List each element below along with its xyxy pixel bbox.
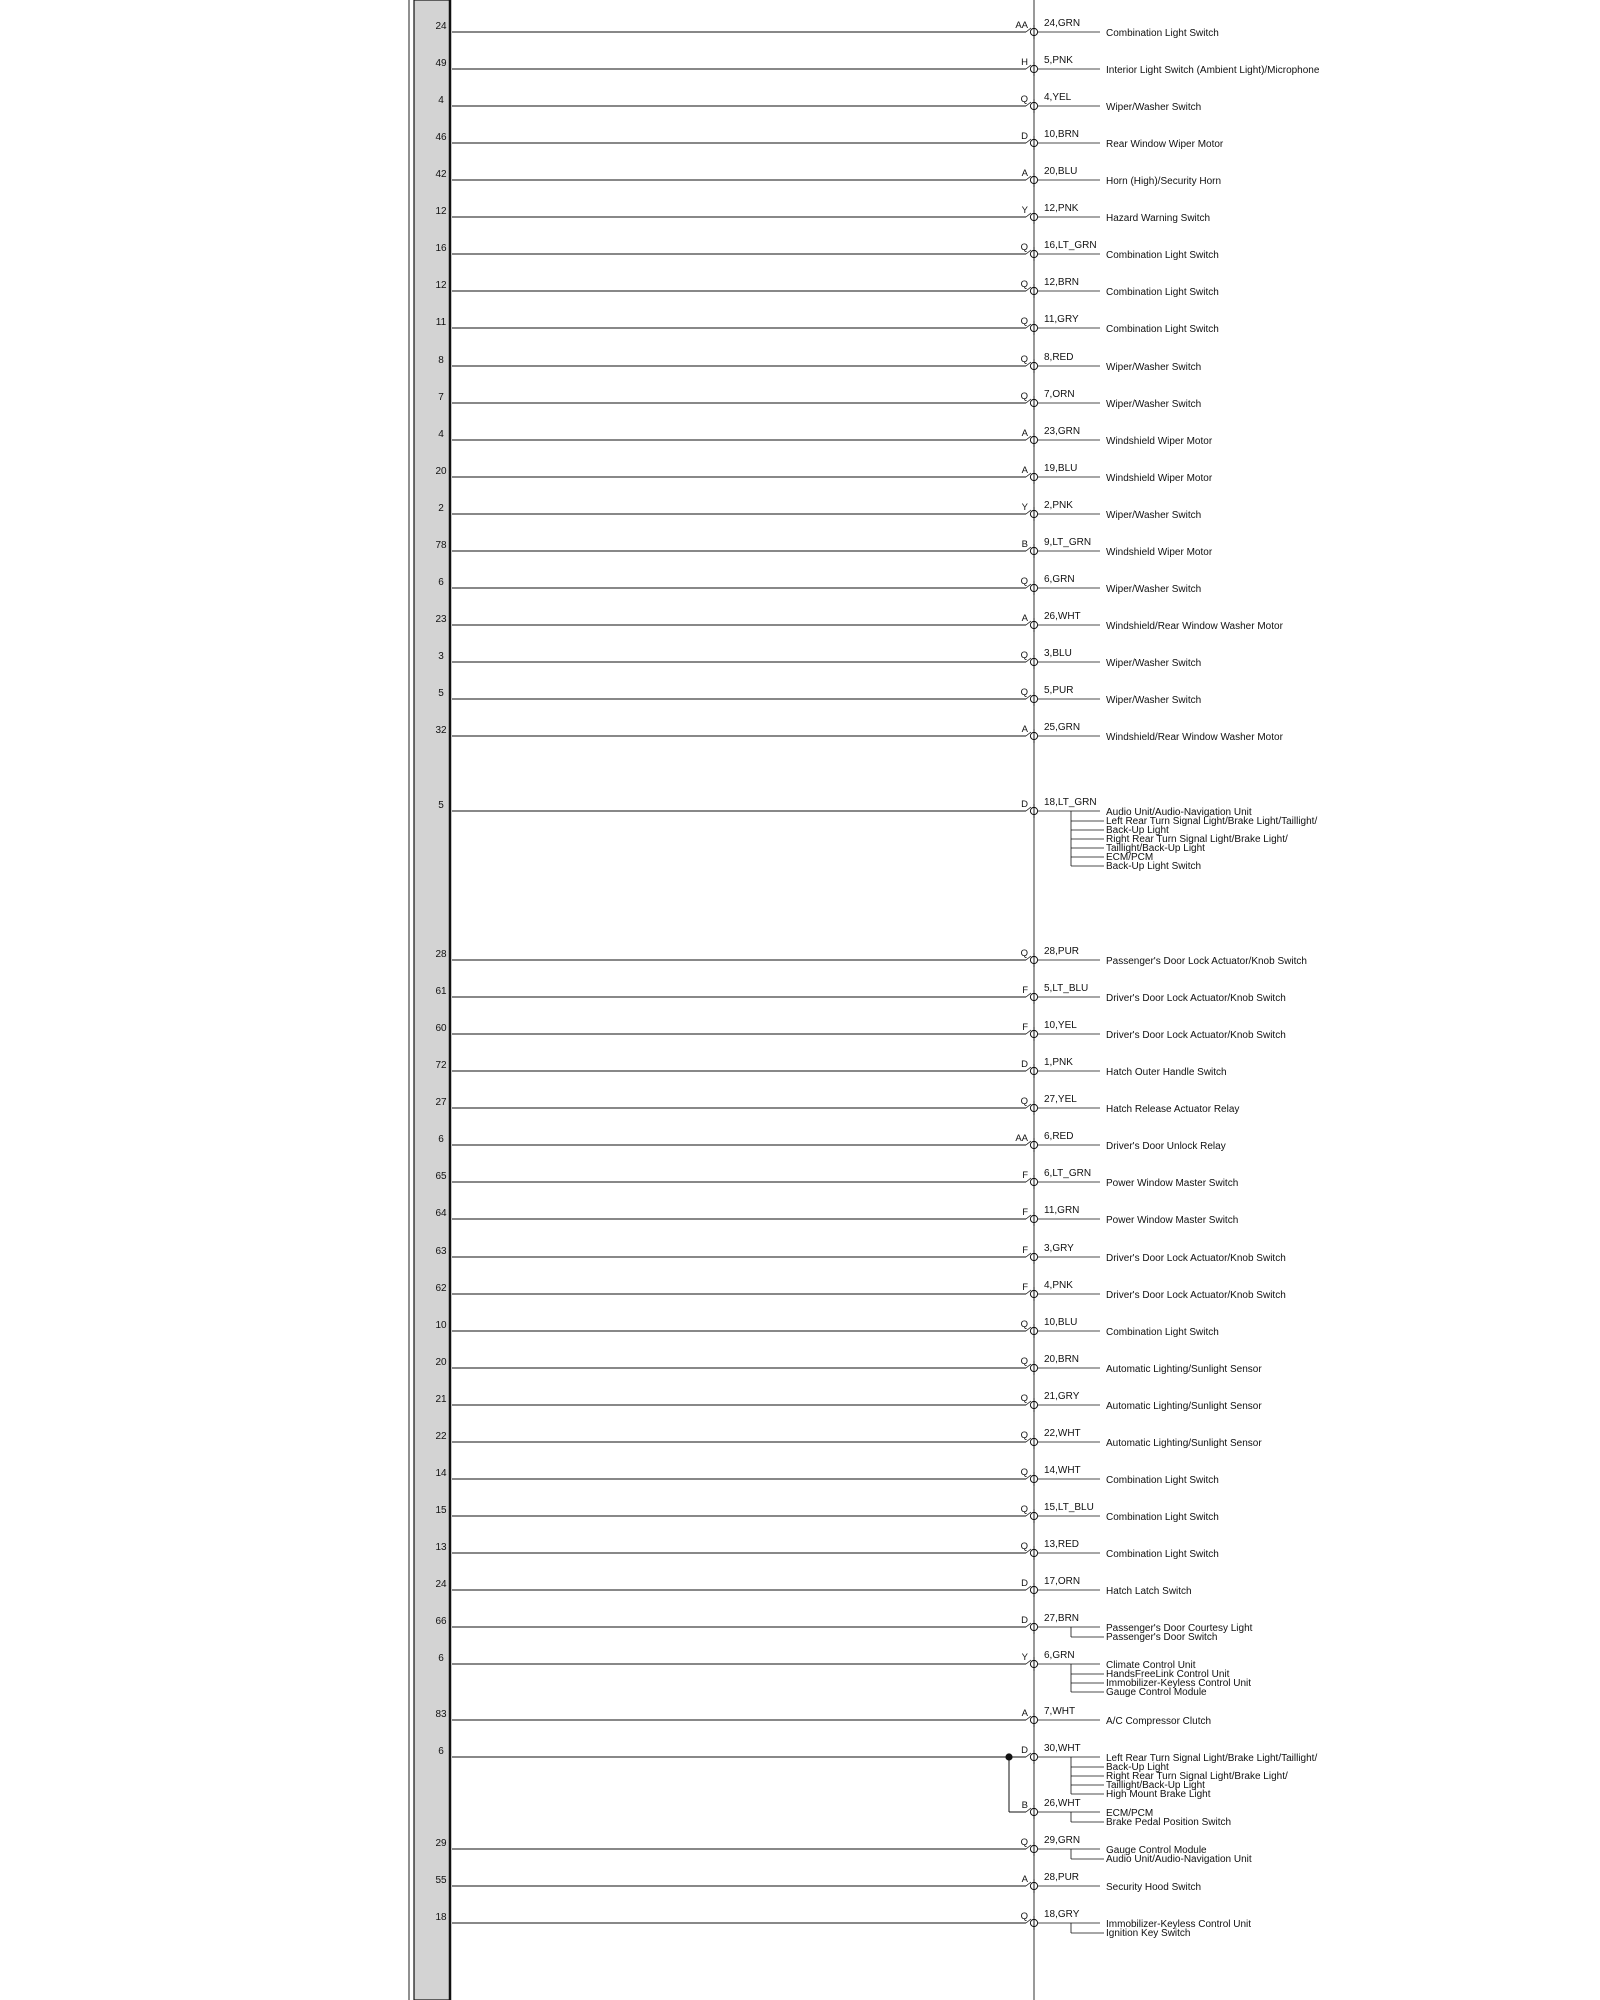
connector-letter: Q [1020, 94, 1028, 105]
destination-label: Climate Control Unit [1106, 1660, 1196, 1671]
wire-code-label: 18,LT_GRN [1044, 797, 1097, 808]
destination-label: Gauge Control Module [1106, 1845, 1207, 1856]
unit-block [409, 0, 450, 2000]
destination-label: Right Rear Turn Signal Light/Brake Light/ [1106, 1771, 1288, 1782]
destination-label: Audio Unit/Audio-Navigation Unit [1106, 1854, 1252, 1865]
wire-code-label: 6,GRN [1044, 574, 1075, 585]
connector-letter: Q [1020, 316, 1028, 327]
destination-label: Back-Up Light [1106, 1762, 1169, 1773]
wire-code-label: 19,BLU [1044, 463, 1078, 474]
destination-label: Gauge Control Module [1106, 1687, 1207, 1698]
destination-label: Automatic Lighting/Sunlight Sensor [1106, 1438, 1262, 1449]
pin-number-label: 12 [435, 206, 447, 217]
wire-code-label: 6,GRN [1044, 1650, 1075, 1661]
pin-number-label: 29 [435, 1838, 447, 1849]
destination-label: Passenger's Door Courtesy Light [1106, 1623, 1253, 1634]
wire-code-label: 28,PUR [1044, 946, 1080, 957]
connector-letter: Q [1020, 354, 1028, 365]
wire-code-label: 11,GRY [1044, 314, 1079, 325]
destination-label: Combination Light Switch [1106, 28, 1219, 39]
destination-label: Wiper/Washer Switch [1106, 362, 1202, 373]
connector-letter: A [1021, 465, 1028, 476]
pin-number-label: 66 [435, 1616, 447, 1627]
pin-number-label: 27 [435, 1097, 447, 1108]
connector-letter: F [1022, 1245, 1028, 1256]
destination-label: Wiper/Washer Switch [1106, 399, 1202, 410]
wire-code-label: 4,YEL [1044, 92, 1072, 103]
pin-number-label: 12 [435, 280, 447, 291]
pin-number-label: 23 [435, 614, 447, 625]
pin-number-label: 15 [435, 1505, 447, 1516]
connector-letter: A [1021, 168, 1028, 179]
wire-code-label: 14,WHT [1044, 1465, 1081, 1476]
destination-label: Hazard Warning Switch [1106, 213, 1211, 224]
connector-letter: Q [1020, 1541, 1028, 1552]
destination-label: Driver's Door Lock Actuator/Knob Switch [1106, 1030, 1286, 1041]
pin-number-label: 7 [438, 392, 444, 403]
connector-letter: D [1021, 1059, 1028, 1070]
destination-label: Hatch Outer Handle Switch [1106, 1067, 1227, 1078]
pin-number-label: 72 [435, 1060, 447, 1071]
destination-label: HandsFreeLink Control Unit [1106, 1669, 1230, 1680]
connector-letter: AA [1015, 20, 1028, 31]
destination-label: Power Window Master Switch [1106, 1215, 1239, 1226]
connector-letter: D [1021, 1578, 1028, 1589]
destination-label: Left Rear Turn Signal Light/Brake Light/Taillight/ [1106, 1753, 1318, 1764]
destination-label: Wiper/Washer Switch [1106, 695, 1202, 706]
pin-number-label: 24 [435, 21, 447, 32]
wire-code-label: 26,WHT [1044, 1798, 1081, 1809]
destination-label: Driver's Door Lock Actuator/Knob Switch [1106, 1253, 1286, 1264]
connector-letter: Y [1021, 1652, 1028, 1663]
wire-code-label: 5,LT_BLU [1044, 983, 1089, 994]
connector-letter: F [1022, 1022, 1028, 1033]
wire-code-label: 1,PNK [1044, 1057, 1073, 1068]
wire-code-label: 28,PUR [1044, 1872, 1080, 1883]
wire-code-label: 11,GRN [1044, 1205, 1080, 1216]
connector-letter: B [1021, 539, 1028, 550]
destination-label: Back-Up Light [1106, 825, 1169, 836]
wire-code-label: 7,ORN [1044, 389, 1075, 400]
pin-number-label: 14 [435, 1468, 447, 1479]
connector-letter: D [1021, 1615, 1028, 1626]
connector-letter: Q [1020, 1319, 1028, 1330]
wire-code-label: 9,LT_GRN [1044, 537, 1092, 548]
wire-code-label: 2,PNK [1044, 500, 1073, 511]
wire-code-label: 13,RED [1044, 1539, 1080, 1550]
wire-code-label: 5,PUR [1044, 685, 1074, 696]
connector-letter: A [1021, 1874, 1028, 1885]
destination-label: Right Rear Turn Signal Light/Brake Light/ [1106, 834, 1288, 845]
destination-label: Combination Light Switch [1106, 1549, 1219, 1560]
destination-label: Wiper/Washer Switch [1106, 510, 1202, 521]
pin-number-label: 61 [435, 986, 447, 997]
wire-code-label: 17,ORN [1044, 1576, 1081, 1587]
destination-label: Left Rear Turn Signal Light/Brake Light/Taillight/ [1106, 816, 1318, 827]
wire-code-label: 26,WHT [1044, 611, 1081, 622]
pin-number-label: 21 [435, 1394, 447, 1405]
wire-code-label: 12,PNK [1044, 203, 1079, 214]
connector-letter: Q [1020, 1393, 1028, 1404]
wire-rows [435, 18, 1319, 1939]
connector-letter: AA [1015, 1133, 1028, 1144]
connector-letter: H [1021, 57, 1028, 68]
wire-code-label: 29,GRN [1044, 1835, 1081, 1846]
connector-letter: Y [1021, 502, 1028, 513]
pin-number-label: 4 [438, 95, 444, 106]
wire-code-label: 3,GRY [1044, 1243, 1074, 1254]
wire-code-label: 16,LT_GRN [1044, 240, 1097, 251]
destination-label: Combination Light Switch [1106, 250, 1219, 261]
wire-code-label: 25,GRN [1044, 722, 1081, 733]
pin-number-label: 16 [435, 243, 447, 254]
wire-code-label: 10,YEL [1044, 1020, 1077, 1031]
connector-letter: Q [1020, 1356, 1028, 1367]
pin-number-label: 83 [435, 1709, 447, 1720]
pin-number-label: 11 [435, 317, 447, 328]
pin-number-label: 55 [435, 1875, 447, 1886]
pin-number-label: 20 [435, 1357, 447, 1368]
destination-label: Automatic Lighting/Sunlight Sensor [1106, 1364, 1262, 1375]
connector-letter: Q [1020, 576, 1028, 587]
connector-letter: F [1022, 985, 1028, 996]
wire-code-label: 6,LT_GRN [1044, 1168, 1092, 1179]
connector-letter: F [1022, 1170, 1028, 1181]
destination-label: Taillight/Back-Up Light [1106, 843, 1205, 854]
pin-number-label: 22 [435, 1431, 447, 1442]
wire-code-label: 10,BLU [1044, 1317, 1078, 1328]
pin-number-label: 63 [435, 1246, 447, 1257]
destination-label: ECM/PCM [1106, 1808, 1154, 1819]
destination-label: Passenger's Door Lock Actuator/Knob Switch [1106, 956, 1307, 967]
pin-number-label: 8 [438, 355, 444, 366]
pin-number-label: 6 [438, 1653, 444, 1664]
wire-code-label: 27,YEL [1044, 1094, 1077, 1105]
destination-label: Rear Window Wiper Motor [1106, 139, 1224, 150]
destination-label: Power Window Master Switch [1106, 1178, 1239, 1189]
wire-code-label: 8,RED [1044, 352, 1074, 363]
destination-label: Ignition Key Switch [1106, 1928, 1191, 1939]
destination-label: Brake Pedal Position Switch [1106, 1817, 1232, 1828]
connector-letter: Q [1020, 948, 1028, 959]
destination-label: Passenger's Door Switch [1106, 1632, 1218, 1643]
destination-label: Hatch Latch Switch [1106, 1586, 1192, 1597]
pin-number-label: 10 [435, 1320, 447, 1331]
connector-letter: Q [1020, 1837, 1028, 1848]
wire-code-label: 4,PNK [1044, 1280, 1073, 1291]
destination-label: Immobilizer-Keyless Control Unit [1106, 1919, 1252, 1930]
pin-number-label: 3 [438, 651, 444, 662]
connector-letter: Q [1020, 1096, 1028, 1107]
wire-code-label: 24,GRN [1044, 18, 1081, 29]
wire-code-label: 5,PNK [1044, 55, 1073, 66]
pin-number-label: 42 [435, 169, 447, 180]
wire-code-label: 27,BRN [1044, 1613, 1080, 1624]
destination-label: Wiper/Washer Switch [1106, 102, 1202, 113]
pin-number-label: 2 [438, 503, 444, 514]
connector-letter: Q [1020, 1504, 1028, 1515]
connector-letter: D [1021, 799, 1028, 810]
destination-label: Combination Light Switch [1106, 324, 1219, 335]
wire-code-label: 12,BRN [1044, 277, 1080, 288]
wire-code-label: 7,WHT [1044, 1706, 1076, 1717]
pin-number-label: 5 [438, 688, 444, 699]
pin-number-label: 62 [435, 1283, 447, 1294]
wire-code-label: 20,BRN [1044, 1354, 1080, 1365]
connector-letter: Q [1020, 687, 1028, 698]
wire-code-label: 22,WHT [1044, 1428, 1081, 1439]
destination-label: Combination Light Switch [1106, 1512, 1219, 1523]
connector-letter: Q [1020, 1430, 1028, 1441]
connector-letter: F [1022, 1282, 1028, 1293]
destination-label: High Mount Brake Light [1106, 1789, 1211, 1800]
wire-code-label: 23,GRN [1044, 426, 1081, 437]
destination-label: Hatch Release Actuator Relay [1106, 1104, 1240, 1115]
destination-label: Windshield Wiper Motor [1106, 547, 1213, 558]
connector-letter: D [1021, 131, 1028, 142]
pin-number-label: 24 [435, 1579, 447, 1590]
pin-number-label: 13 [435, 1542, 447, 1553]
destination-label: Immobilizer-Keyless Control Unit [1106, 1678, 1252, 1689]
connector-letter: Q [1020, 1467, 1028, 1478]
destination-label: Combination Light Switch [1106, 1327, 1219, 1338]
connector-letter: Y [1021, 205, 1028, 216]
pin-number-label: 28 [435, 949, 447, 960]
pin-number-label: 65 [435, 1171, 447, 1182]
pin-number-label: 46 [435, 132, 447, 143]
pin-number-label: 60 [435, 1023, 447, 1034]
connector-letter: Q [1020, 279, 1028, 290]
connector-letter: A [1021, 724, 1028, 735]
pin-number-label: 4 [438, 429, 444, 440]
destination-label: ECM/PCM [1106, 852, 1154, 863]
destination-label: Driver's Door Lock Actuator/Knob Switch [1106, 1290, 1286, 1301]
destination-label: Windshield/Rear Window Washer Motor [1106, 732, 1283, 743]
connector-letter: A [1021, 428, 1028, 439]
destination-label: Audio Unit/Audio-Navigation Unit [1106, 807, 1252, 818]
destination-label: Taillight/Back-Up Light [1106, 1780, 1205, 1791]
destination-label: Windshield/Rear Window Washer Motor [1106, 621, 1283, 632]
wire-code-label: 15,LT_BLU [1044, 1502, 1094, 1513]
destination-label: Wiper/Washer Switch [1106, 658, 1202, 669]
pin-number-label: 64 [435, 1208, 447, 1219]
pin-number-label: 49 [435, 58, 447, 69]
pin-number-label: 18 [435, 1912, 447, 1923]
connector-letter: Q [1020, 242, 1028, 253]
destination-label: Windshield Wiper Motor [1106, 436, 1213, 447]
destination-label: Back-Up Light Switch [1106, 861, 1202, 872]
pin-number-label: 5 [438, 800, 444, 811]
destination-label: Windshield Wiper Motor [1106, 473, 1213, 484]
destination-label: A/C Compressor Clutch [1106, 1716, 1212, 1727]
pin-number-label: 6 [438, 1134, 444, 1145]
connector-letter: Q [1020, 1911, 1028, 1922]
destination-label: Security Hood Switch [1106, 1882, 1202, 1893]
destination-label: Combination Light Switch [1106, 287, 1219, 298]
connector-letter: F [1022, 1207, 1028, 1218]
connector-letter: Q [1020, 650, 1028, 661]
destination-label: Driver's Door Lock Actuator/Knob Switch [1106, 993, 1286, 1004]
connector-letter: B [1021, 1800, 1028, 1811]
pin-number-label: 20 [435, 466, 447, 477]
destination-label: Driver's Door Unlock Relay [1106, 1141, 1226, 1152]
destination-label: Combination Light Switch [1106, 1475, 1219, 1486]
pin-number-label: 78 [435, 540, 447, 551]
connector-letter: Q [1020, 391, 1028, 402]
wire-code-label: 20,BLU [1044, 166, 1078, 177]
pin-number-label: 32 [435, 725, 447, 736]
wire-code-label: 21,GRY [1044, 1391, 1080, 1402]
wire-code-label: 10,BRN [1044, 129, 1080, 140]
wire-code-label: 18,GRY [1044, 1909, 1080, 1920]
wire-code-label: 30,WHT [1044, 1743, 1081, 1754]
destination-label: Interior Light Switch (Ambient Light)/Microphone [1106, 65, 1320, 76]
wire-code-label: 3,BLU [1044, 648, 1072, 659]
connector-letter: A [1021, 1708, 1028, 1719]
destination-label: Automatic Lighting/Sunlight Sensor [1106, 1401, 1262, 1412]
pin-number-label: 6 [438, 1746, 444, 1757]
destination-label: Horn (High)/Security Horn [1106, 176, 1222, 187]
destination-label: Wiper/Washer Switch [1106, 584, 1202, 595]
pin-number-label: 6 [438, 577, 444, 588]
connector-letter: D [1021, 1745, 1028, 1756]
connector-letter: A [1021, 613, 1028, 624]
wire-code-label: 6,RED [1044, 1131, 1074, 1142]
